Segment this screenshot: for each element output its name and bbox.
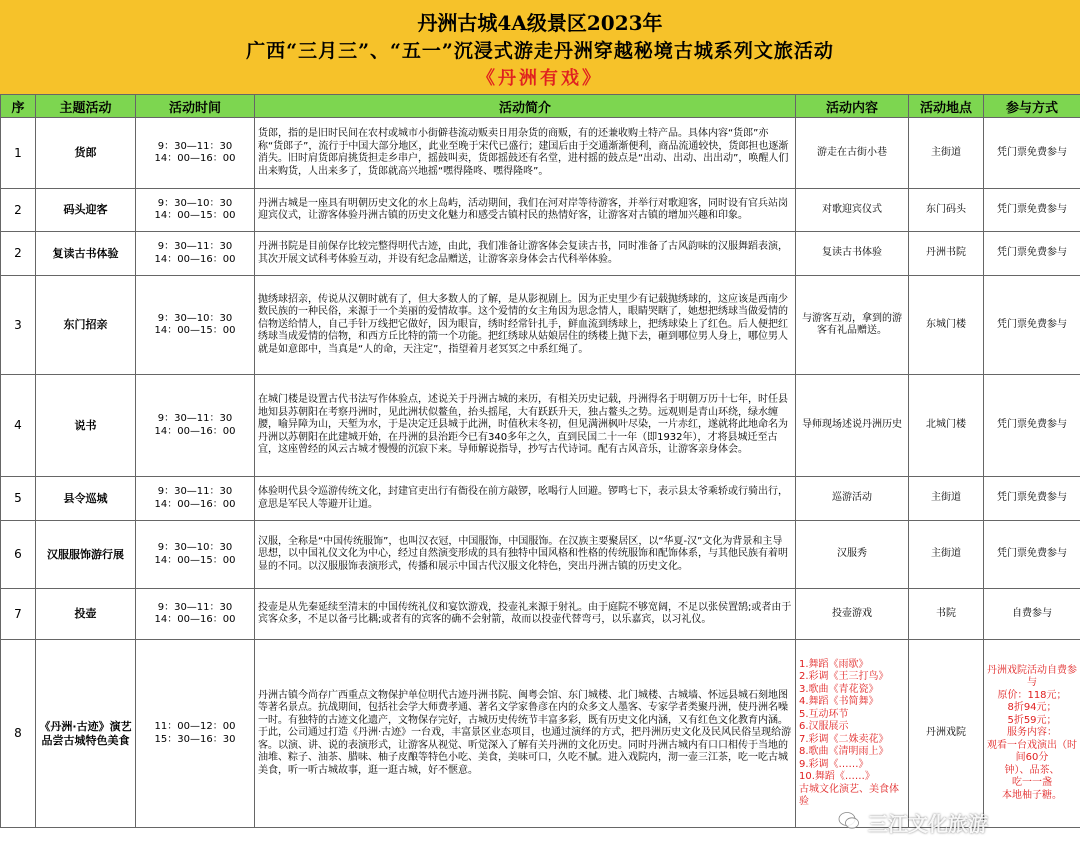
row-index: 6 [1,521,36,589]
col-header-theme: 主题活动 [36,95,136,118]
row-description: 丹洲古镇今尚存广西重点文物保护单位明代古迹丹洲书院、闽粤会馆、东门城楼、北门城楼、古城墙、怀远县城石刻地图等著名景点。抗战期间，包括社会学大师费孝通、著名文学家鲁彦在内的众多文人墨客、专家学者类聚丹洲，使丹洲名噪一时。有独特的古迹文化遗产，文物保存完好，古城历史传统节丰富多彩，既有历史文化内涵，又有红色文化教育内涵。于此，公司通过打造《丹洲·古迹》一台戏，丰富景区业态项目，也通过演绎的方式，把丹洲历史文化及民风民俗呈现给游客。以演、讲、说的表演形式，让游客从视觉、听觉深入了解有关丹洲的文化历史。同时丹洲古城内有口口相传于当地的油堆、粽子、油茶、腊味、柚子皮酿等特色小吃、美食，美味可口，久吃不腻。进入戏院内，沏一壶三江茶，吃一吃古城美食，听一听古城故事，逛一逛古城，好不惬意。 [255,640,796,828]
row-join [984,640,1080,828]
time-slot-1: 9：30—10：30 [157,542,233,553]
time-slot-2: 14：00—16：00 [154,253,236,265]
row-time [136,118,255,189]
time-slot-2: 14：00—16：00 [154,153,236,164]
time-slot-1: 9：30—11：30 [157,241,233,252]
row-time [136,640,255,828]
row-description: 投壶是从先秦延续至清末的中国传统礼仪和宴饮游戏，投壶礼来源于射礼。由于庭院不够宽阔，不足以张侯置鹄;或者由于宾客众多，不足以备弓比耦;或者有的宾客的确不会射箭，故而以投壶代替弯弓，以乐嘉宾，以习礼仪。 [255,589,796,640]
header-program-name: 《丹洲有戏》 [477,68,603,89]
join-item: 观看一台戏演出（时间60分 [987,739,1077,764]
join-item: 8折94元； [1007,702,1057,714]
row-place: 主街道 [909,477,984,521]
join-item: 丹洲戏院活动自费参与 [987,664,1077,689]
content-item: 10.舞蹈《……》 [799,771,875,782]
time-slot-2: 14：00—16：00 [154,425,236,437]
wechat-icon [838,810,860,832]
row-theme: 投壶 [36,589,136,640]
row-join: 凭门票免费参与 [984,189,1080,232]
time-slot-2: 14：00—16：00 [154,614,236,625]
row-index: 3 [1,276,36,375]
row-time [136,521,255,589]
content-item: 古城文化演艺、美食体验 [799,783,899,807]
row-theme: 码头迎客 [36,189,136,232]
row-join: 凭门票免费参与 [984,477,1080,521]
row-description: 丹洲古城是一座具有明朝历史文化的水上岛屿，活动期间，我们在河对岸等待游客，并举行对歌迎客，同时设有官兵站岗迎宾仪式，让游客体验丹洲古镇的历史文化魅力和感受古镇村民的热情好客，让游客对古镇的增加兴趣和印象。 [255,189,796,232]
time-slot-1: 9：30—11：30 [157,413,233,424]
row-theme: 县令巡城 [36,477,136,521]
col-header-time: 活动时间 [136,95,255,118]
row-index: 5 [1,477,36,521]
time-slot-2: 15：30—16：30 [154,733,236,745]
join-item: 服务内容： [1007,727,1057,739]
row-place: 丹洲书院 [909,232,984,276]
row-join: 自费参与 [984,589,1080,640]
page-header [0,0,1080,95]
row-index: 2 [1,232,36,276]
time-slot-1: 9：30—11：30 [157,486,233,497]
row-description: 货郎，指的是旧时民间在农村或城市小街僻巷流动贩卖日用杂货的商贩，有的还兼收购土特产品。具体内容“货郎”亦称“货郎子”，流行于中国大部分地区，此业至晚于宋代已盛行；建国后由于交通渐渐便利，商品流通较快，货郎担也逐渐消失。旧时肩货郎肩挑货担走乡串户，摇鼓叫卖，货郎摇鼓还有名堂，进村摇的鼓点是“出动、出动、出出动”，唤醒人们出来购货，人出来多了，货郎就高兴地摇“嘿得隆咚、嘿得隆咚”。 [255,118,796,189]
row-time [136,232,255,276]
row-content: 汉服秀 [796,521,909,589]
row-time [136,276,255,375]
row-place: 主街道 [909,118,984,189]
time-slot-2: 14：00—15：00 [154,210,236,221]
content-item: 3.歌曲《青花瓷》 [799,683,879,695]
time-slot-2: 14：00—15：00 [154,554,236,566]
table-header-row [1,95,1080,118]
row-content [796,640,909,828]
row-content: 巡游活动 [796,477,909,521]
row-content: 游走在古街小巷 [796,118,909,189]
row-content: 复读古书体验 [796,232,909,276]
time-slot-2: 14：00—16：00 [154,498,236,510]
header-title: 丹洲古城4A级景区2023年 [417,11,663,35]
row-join: 凭门票免费参与 [984,521,1080,589]
row-place: 书院 [909,589,984,640]
time-slot-1: 9：30—11：30 [157,140,233,152]
content-item: 2.彩调《王三打鸟》 [799,671,889,682]
row-join: 凭门票免费参与 [984,232,1080,276]
content-item: 5.互动环节 [799,708,849,720]
col-header-place: 活动地点 [909,95,984,118]
row-place: 东门码头 [909,189,984,232]
time-slot-2: 14：00—15：00 [154,325,236,336]
row-index: 2 [1,189,36,232]
row-content: 投壶游戏 [796,589,909,640]
activity-table [0,94,1080,828]
table-row [1,375,1080,477]
row-theme: 东门招亲 [36,276,136,375]
col-header-index: 序 [1,95,36,118]
row-time [136,477,255,521]
row-place: 北城门楼 [909,375,984,477]
join-item: 钟）、品茶、 [1004,764,1060,776]
row-join: 凭门票免费参与 [984,276,1080,375]
table-row [1,118,1080,189]
time-slot-1: 11：00—12：00 [154,721,236,732]
table-row [1,521,1080,589]
row-theme: 复读古书体验 [36,232,136,276]
row-theme: 说书 [36,375,136,477]
row-content: 对歌迎宾仪式 [796,189,909,232]
content-item: 9.彩调《……》 [799,758,869,770]
join-item: 原价：118元； [997,689,1067,701]
row-theme: 汉服服饰游行展 [36,521,136,589]
join-item: 本地柚子糖。 [1002,789,1062,801]
row-index: 7 [1,589,36,640]
row-time [136,589,255,640]
row-description: 丹洲书院是目前保存比较完整得明代古迹，由此，我们准备让游客体会复读古书，同时准备了古风韵味的汉服舞蹈表演，其次开展文试科考体验互动，并设有纪念品赠送，让游客亲身体会古代科举体验。 [255,232,796,276]
header-subtitle: 广西“三月三”、“五一”沉浸式游走丹洲穿越秘境古城系列文旅活动 [246,40,834,62]
table-row [1,189,1080,232]
row-join: 凭门票免费参与 [984,375,1080,477]
row-place: 东城门楼 [909,276,984,375]
table-row [1,589,1080,640]
row-content: 与游客互动，拿到的游客有礼品赠送。 [796,276,909,375]
col-header-description: 活动简介 [255,95,796,118]
table-row [1,640,1080,828]
row-index: 8 [1,640,36,828]
table-row [1,477,1080,521]
row-join: 凭门票免费参与 [984,118,1080,189]
row-description: 体验明代县令巡游传统文化，封建官吏出行有衙役在前方敲锣，吆喝行人回避。锣鸣七下，表示县太爷乘轿或行骑出行，意思是军民人等避开让道。 [255,477,796,521]
table-row [1,276,1080,375]
time-slot-1: 9：30—11：30 [157,601,233,613]
row-theme: 货郎 [36,118,136,189]
content-item: 6.汉服展示 [799,721,849,732]
time-slot-1: 9：30—10：30 [157,197,233,209]
content-item: 7.彩调《二姝卖花》 [799,733,889,745]
watermark: 三江文化旅游 [868,812,988,836]
row-index: 1 [1,118,36,189]
content-item: 4.舞蹈《书简舞》 [799,696,879,707]
time-slot-1: 9：30—10：30 [157,312,233,324]
row-place: 主街道 [909,521,984,589]
content-item: 8.歌曲《清明雨上》 [799,746,889,757]
row-description: 抛绣球招亲，传说从汉朝时就有了，但大多数人的了解，是从影视剧上。因为正史里少有记载抛绣球的，这应该是西南少数民族的一种民俗，来源于一个美丽的爱情故事。这个爱情的女主角因为思念情人，眼睛哭瞎了，她想把绣球当做爱情的信物送给情人，自己手针万线把它做好，因为眼盲，绣时经常针扎手，鲜血流到绣球上，把绣球染上了红色。后人便把红绣球当成爱情的信物，和西方丘比特的箭一个功能。把红绣球从姑娘居住的绣楼上抛下去，砸到哪位男人身上，哪位男人就是如意郎中，当真是“人的命，天注定”，指望着月老冥冥之中系红绳了。 [255,276,796,375]
row-theme: 《丹洲·古迹》演艺品尝古城特色美食 [36,640,136,828]
content-item: 1.舞蹈《雨歇》 [799,658,869,670]
join-item: 5折59元； [1007,714,1057,726]
table-row [1,232,1080,276]
row-time [136,189,255,232]
row-time [136,375,255,477]
col-header-join: 参与方式 [984,95,1080,118]
row-place: 丹洲戏院 [909,640,984,828]
row-description: 汉服，全称是“中国传统服饰”，也叫汉衣冠，中国服饰，中国服饰。在汉族主要聚居区，以“华夏-汉”文化为背景和主导思想，以中国礼仪文化为中心，经过自然演变形成的具有独特中国风格和性格的传统服饰和配饰体系，与其他民族有着明显的不同。以汉服服饰表演形式，传播和展示中国古代汉服文化特色，突出丹洲古镇的历史文化。 [255,521,796,589]
col-header-content: 活动内容 [796,95,909,118]
join-item: 吃一一盏 [1012,777,1052,789]
row-description: 在城门楼是设置古代书法写作体验点，述说关于丹洲古城的来历，有相关历史记载，丹洲得名于明朝万历十七年，时任县地知县苏朝阳在考察丹洲时，见此洲状似鳌鱼，抬头摇尾，大有跃跃升天，独占鳌头之势。远观则是青山环绕，绿水缠腰，喻异障为山，天堑为水，于是决定迁县城于此洲，时值秋末冬初，但见满洲枫叶尽染，一片赤红，遂就将此地命名为丹洲以苏朝阳在此建城开始，在丹洲的县治距今已有340多年之久，直到民国二十一年（即1932年），才将县城迁至古宜，这座曾经的风云古城才慢慢的沉寂下来。导师解说指导，抄写古代诗词。配有古风音乐，让游客亲身体会。 [255,375,796,477]
row-index: 4 [1,375,36,477]
row-content: 导师现场述说丹洲历史 [796,375,909,477]
